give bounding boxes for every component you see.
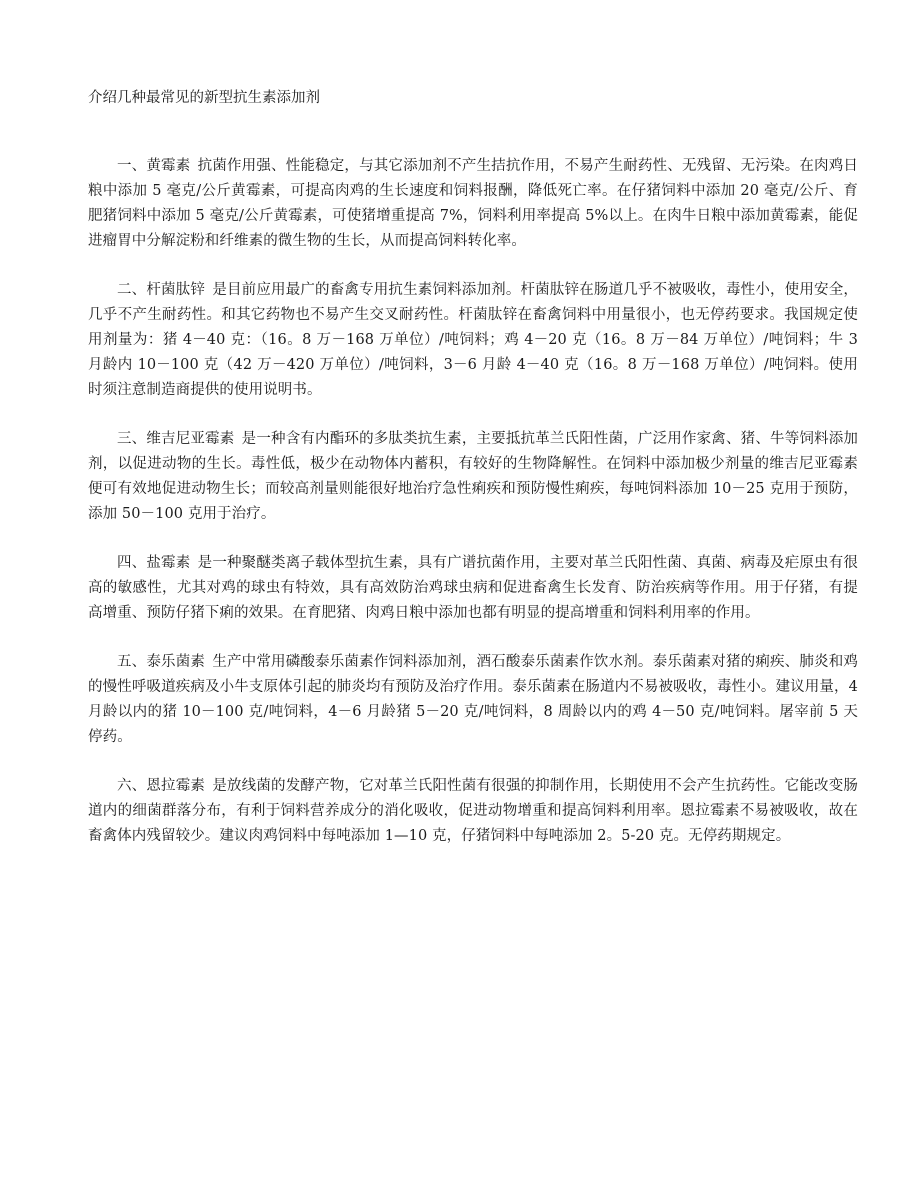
section-term: 四、盐霉素 (117, 555, 191, 571)
document-title: 介绍几种最常见的新型抗生素添加剂 (88, 90, 320, 106)
section-text: 抗菌作用强、性能稳定，与其它添加剂不产生拮抗作用，不易产生耐药性、无残留、无污染。在肉鸡日粮中添加 5 毫克/公斤黄霉素，可提高肉鸡的生长速度和饲料报酬，降低死亡率。在仔猪饲料中添加 20 毫克/公斤、育肥猪饲料中添加 5 毫克/公斤黄霉素，可使猪增重提高 7%，饲料利用率提高 5%以上。在肉牛日粮中添加黄霉素，能促进瘤胃中分解淀粉和纤维素的微生物的生长，从而提高饲料转化率。 (88, 158, 859, 249)
section-term: 三、维吉尼亚霉素 (117, 431, 235, 447)
section-paragraph-6 (88, 774, 858, 849)
section-paragraph-3 (88, 427, 858, 527)
section-text: 是放线菌的发酵产物，它对革兰氏阳性菌有很强的抑制作用，长期使用不会产生抗药性。它能改变肠道内的细菌群落分布，有利于饲料营养成分的消化吸收，促进动物增重和提高饲料利用率。恩拉霉素不易被吸收，故在畜禽体内残留较少。建议肉鸡饲料中每吨添加 1—10 克，仔猪饲料中每吨添加 2。5-20 克。无停药期规定。 (88, 778, 858, 844)
section-paragraph-4 (88, 551, 858, 626)
section-paragraph-1 (88, 154, 858, 254)
section-text: 生产中常用磷酸泰乐菌素作饲料添加剂，酒石酸泰乐菌素作饮水剂。泰乐菌素对猪的痢疾、肺炎和鸡的慢性呼吸道疾病及小牛支原体引起的肺炎均有预防及治疗作用。泰乐菌素在肠道内不易被吸收，毒性小。建议用量，4 月龄以内的猪 10－100 克/吨饲料，4－6 月龄猪 5－20 克/吨饲料，8 周龄以内的鸡 4－50 克/吨饲料。屠宰前 5 天停药。 (88, 654, 858, 745)
section-term: 二、杆菌肽锌 (117, 282, 206, 298)
section-term: 六、恩拉霉素 (117, 778, 206, 794)
section-text: 是一种含有内酯环的多肽类抗生素，主要抵抗革兰氏阳性菌，广泛用作家禽、猪、牛等饲料添加剂，以促进动物的生长。毒性低，极少在动物体内蓄积，有较好的生物降解性。在饲料中添加极少剂量的维吉尼亚霉素便可有效地促进动物生长；而较高剂量则能很好地治疗急性痢疾和预防慢性痢疾，每吨饲料添加 10－25 克用于预防，添加 50－100 克用于治疗。 (88, 431, 858, 522)
document-page (88, 86, 858, 873)
section-term: 一、黄霉素 (117, 158, 191, 174)
section-term: 五、泰乐菌素 (117, 654, 206, 670)
section-paragraph-5 (88, 650, 858, 750)
section-text: 是一种聚醚类离子载体型抗生素，具有广谱抗菌作用，主要对革兰氏阳性菌、真菌、病毒及疟原虫有很高的敏感性，尤其对鸡的球虫有特效，具有高效防治鸡球虫病和促进畜禽生长发育、防治疾病等作用。用于仔猪，有提高增重、预防仔猪下痢的效果。在育肥猪、肉鸡日粮中添加也都有明显的提高增重和饲料利用率的作用。 (88, 555, 859, 621)
section-paragraph-2 (88, 278, 858, 403)
section-text: 是目前应用最广的畜禽专用抗生素饲料添加剂。杆菌肽锌在肠道几乎不被吸收，毒性小，使用安全，几乎不产生耐药性。和其它药物也不易产生交叉耐药性。杆菌肽锌在畜禽饲料中用量很小，也无停药要求。我国规定使用剂量为：猪 4－40 克：（16。8 万－168 万单位）/吨饲料；鸡 4－20 克（16。8 万－84 万单位）/吨饲料；牛 3 月龄内 10－100 克（42 万－420 万单位）/吨饲料，3－6 月龄 4－40 克（16。8 万－168 万单位）/吨饲料。使用时须注意制造商提供的使用说明书。 (88, 282, 858, 398)
